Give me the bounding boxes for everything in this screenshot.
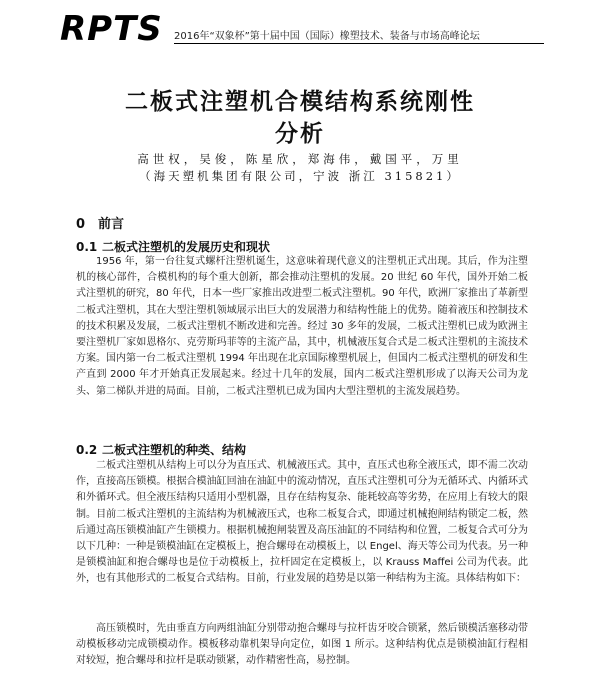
paragraph-types: 二板式注塑机从结构上可以分为直压式、机械液压式。其中，直压式也称全液压式，即不需二次动作，直接高压锁模。根据合模油缸回油在油缸中的流动情况，直压式注塑机可分为无循环式、内循环式和外循环式。但全液压结构只适用小型机器，且存在结构复杂、能耗较高等劣势，在应用上有较大的限制。目前二板式注塑机的主流结构为机械液压式，也称二板复合式，即通过机械抱闸结构锁定二板，然后通过高压锁模油缸产生锁模力。根据机械抱闸装置及高压油缸的不同结构和位置，二板复合式可分为以下几种：一种是锁模油缸在定模板上，抱合螺母在动模板上，以 Engel、海天等公司为代表。另一种是锁模油缸和抱合螺母也是位于动模板上，拉杆固定在定模板上，以 Krauss Maffei 公司为代表。此外，也有其他形式的二板复合式结构。目前，行业发展的趋势是以第一种结构为主流。具体结构如下： [76,460,528,585]
section-title: 前言 [98,217,125,232]
rpts-logo: RPTS [60,9,163,49]
section-number: 0.1 [76,240,98,254]
section-title: 二板式注塑机的发展历史和现状 [102,240,271,254]
section-heading-introduction [76,213,124,232]
journal-header [60,9,540,49]
section-heading-types [76,441,246,458]
section-heading-history [76,238,270,255]
conference-title: 2016年“双象杯”第十届中国（国际）橡塑技术、装备与市场高峰论坛 [174,31,480,42]
affiliation: （海天塑机集团有限公司，宁波 浙江 315821） [139,169,461,183]
paper-title-line1: 二板式注塑机合模结构系统刚性 [125,89,475,115]
paragraph-history: 1956 年，第一台往复式螺杆注塑机诞生，这意味着现代意义的注塑机正式出现。其后，作为注塑机的核心部件，合模机构的每个重大创新，都会推动注塑机的发展。20 世纪 60 年代，国外开始二板式注塑机的研究，80 年代，日本一些厂家推出改进型二板式注塑机。90 年代，欧洲厂家推出了革新型二板式注塑机，其在大型注塑机领域展示出巨大的发展潜力和结构性能上的优势。随着液压和控制技术的技术积累及发展，二板式注塑机不断改进和完善。经过 30 多年的发展，二板式注塑机已成为欧洲主要注塑机厂家如恩格尔、克劳斯玛菲等的主流产品，其中，机械液压复合式是二板式注塑机的主流技术方案。国内第一台二板式注塑机 1994 年出现在北京国际橡塑机展上，但国内二板式注塑机的研发和生产直到 2000 年才开始真正发展起来。经过十几年的发展，国内二板式注塑机形成了以海天公司为龙头、第二梯队并进的局面。目前，二板式注塑机已成为国内大型注塑机的主流发展趋势。 [76,256,528,397]
author-list: 高世权，吴俊，陈星欣，郑海伟，戴国平，万里 [137,152,463,166]
section-number: 0 [76,217,86,232]
section-number: 0.2 [76,443,98,457]
paragraph-clamping: 高压锁模时，先由垂直方向两组油缸分别带动抱合螺母与拉杆齿牙咬合锁紧，然后锁模活塞移动带动模板移动完成锁模动作。模板移动靠机架导向定位，如图 1 所示。这种结构优点是锁模油缸行程相对较短，抱合螺母和拉杆是联动锁紧，动作精密性高，易控制。 [76,623,528,667]
header-rule [174,43,544,44]
section-title: 二板式注塑机的种类、结构 [102,443,247,457]
paper-title-line2: 分析 [275,121,325,147]
